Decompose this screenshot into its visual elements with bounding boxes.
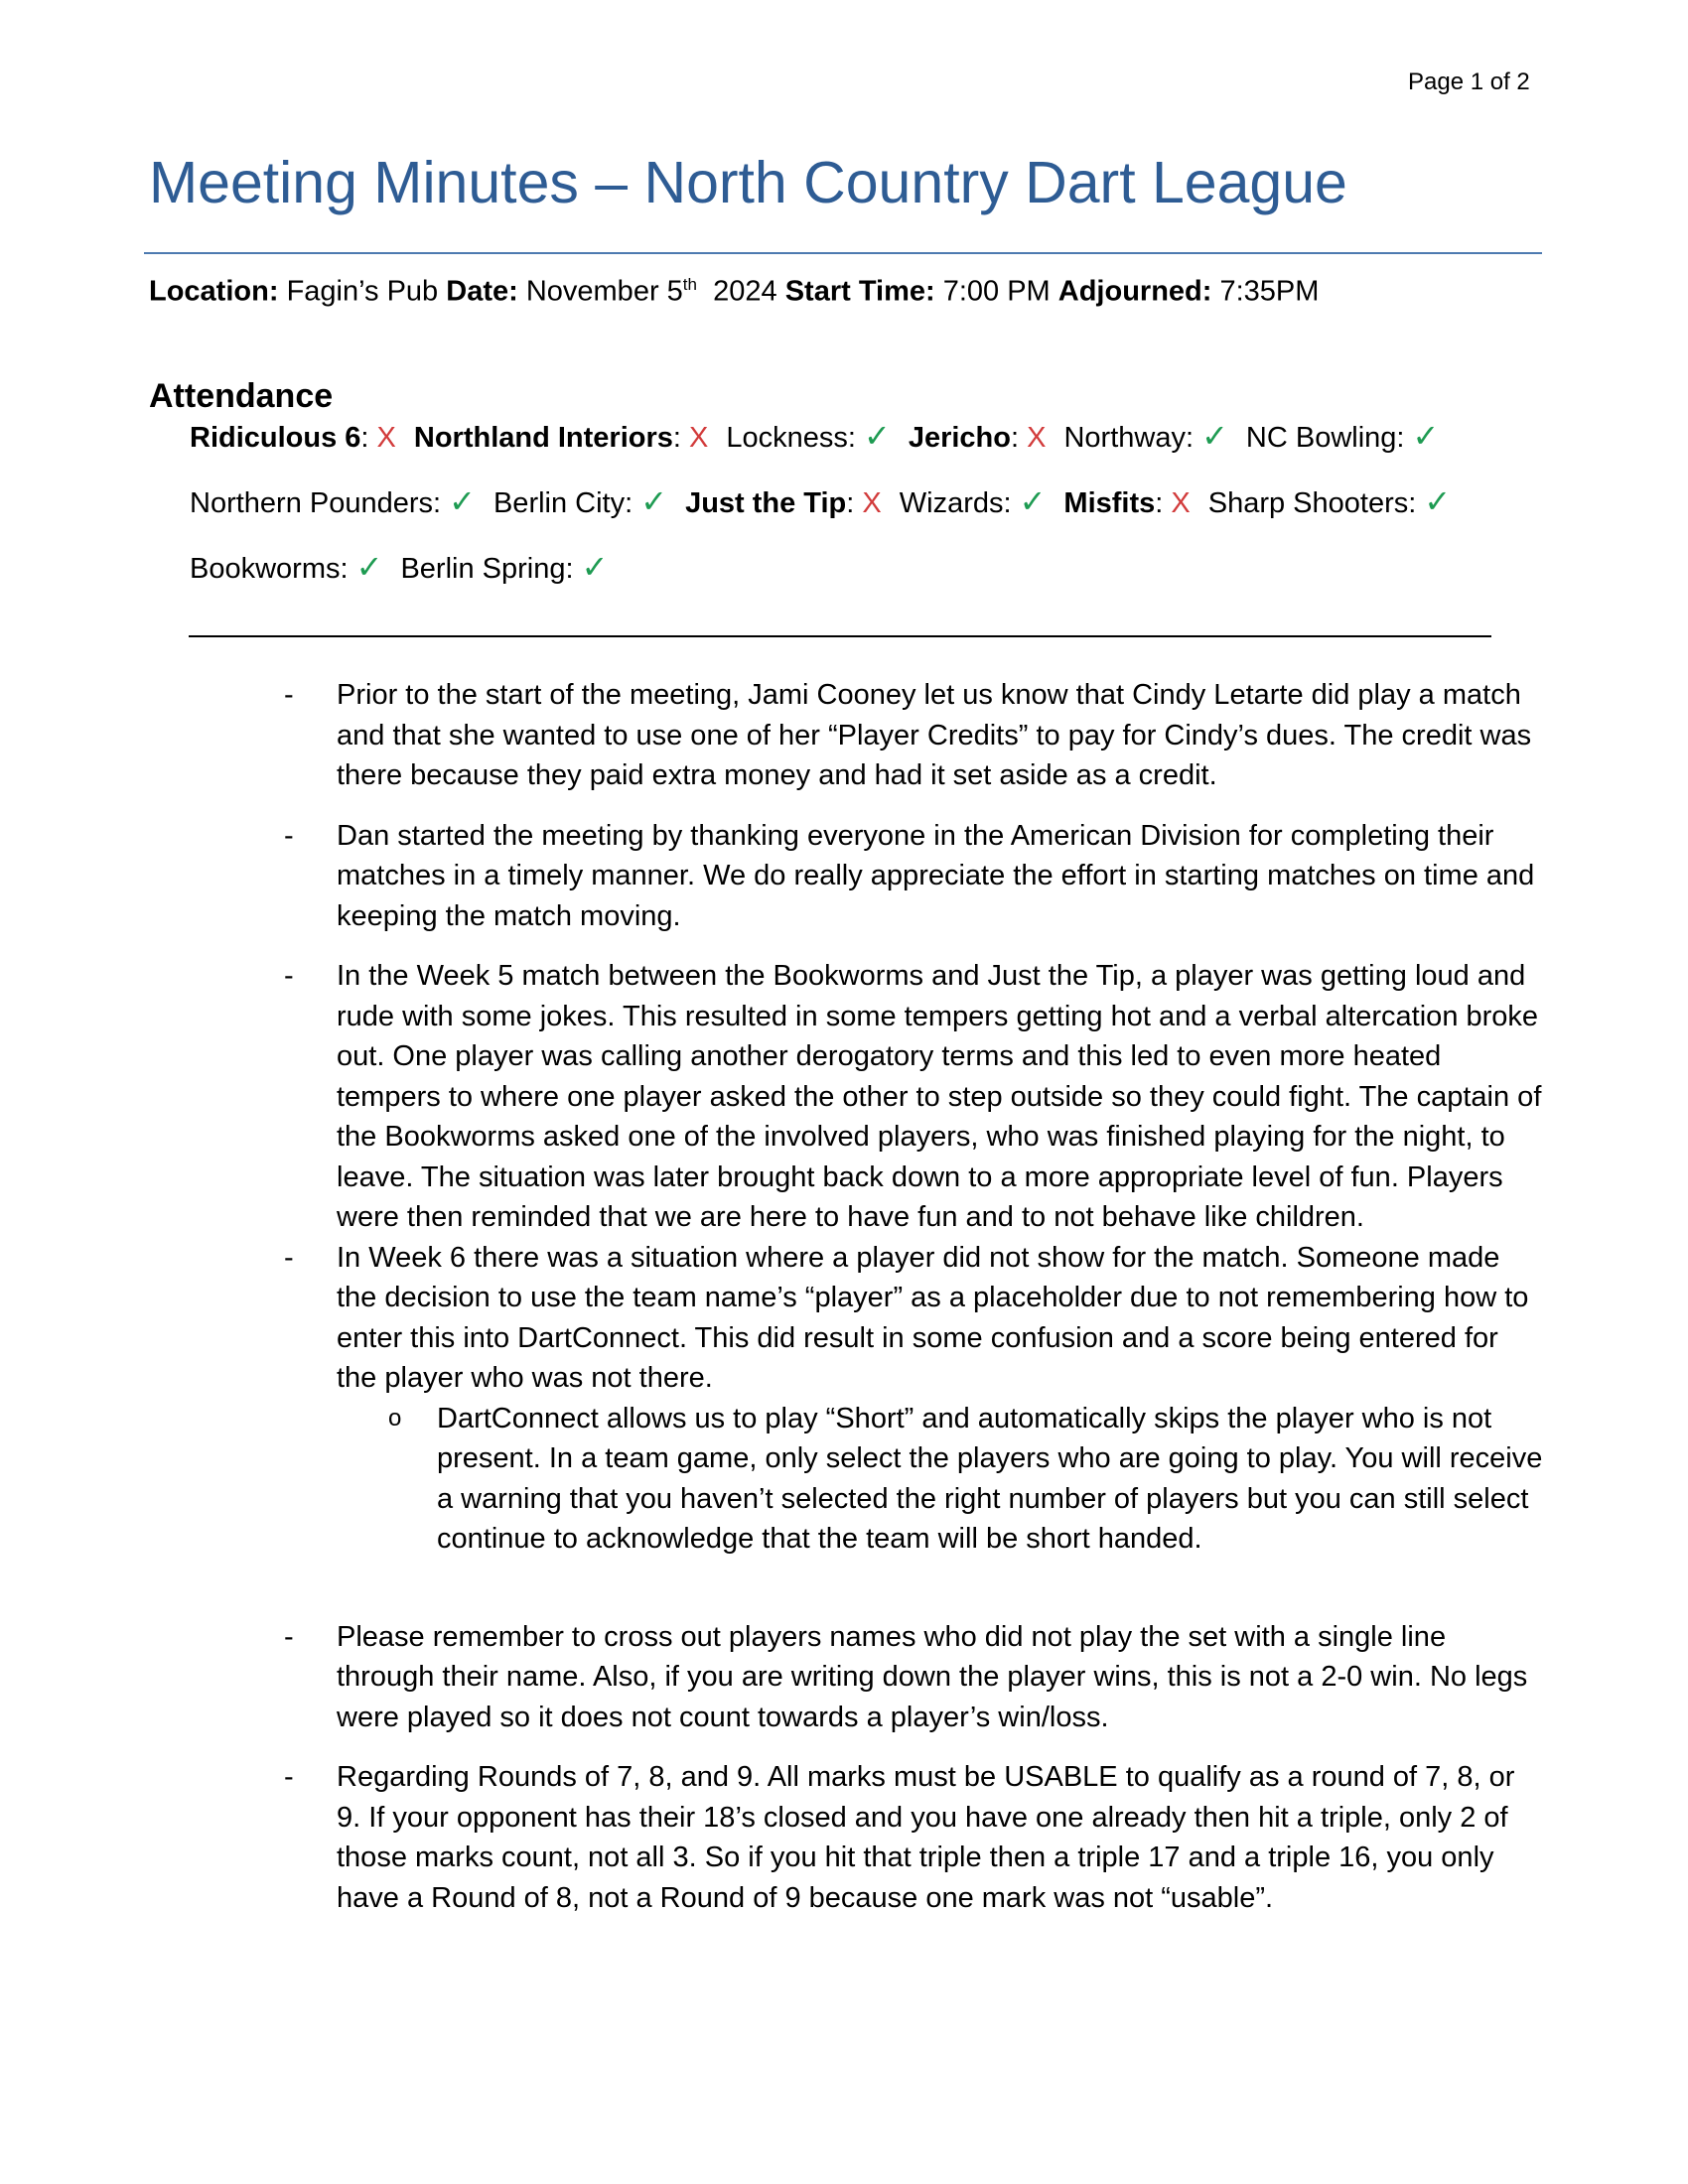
adjourned-value: 7:35PM <box>1219 275 1320 308</box>
bullet-text: Please remember to cross out players names who did not play the set with a single line through their name. Also, if you are writing down the player wins, this is not a 2-0 win. No legs were played so it does not count towards a player’s win/loss. <box>337 1620 1528 1733</box>
list-item <box>284 1757 1545 1918</box>
attendance-team: Northway: ✓ <box>1063 418 1228 454</box>
team-name: Northern Pounders <box>190 487 434 519</box>
document-title: Meeting Minutes – North Country Dart League <box>149 150 1347 215</box>
start-time-value: 7:00 PM <box>942 275 1051 308</box>
present-check-icon: ✓ <box>640 483 668 519</box>
absent-x-icon: X <box>689 422 709 454</box>
attendance-team: Just the Tip: X <box>685 487 882 519</box>
team-name: Sharp Shooters <box>1207 487 1409 519</box>
bullet-text: In Week 6 there was a situation where a player did not show for the match. Someone made the decision to use the team name’s “player” as a placeholder due to not remembering how to enter this into DartConnect. This did result in some confusion and a score being entered for the player who was not there. <box>337 1241 1529 1394</box>
present-check-icon: ✓ <box>449 483 476 519</box>
attendance-heading: Attendance <box>149 377 334 415</box>
bullet-text: In the Week 5 match between the Bookworms and Just the Tip, a player was getting loud and rude with some jokes. This resulted in some tempers getting hot and a verbal altercation broke out. One player was calling another derogatory terms and this led to even more heated tempers to where one player asked the other to step outside so they could fight. The captain of the Bookworms asked one of the involved players, who was finished playing for the night, to leave. The situation was later brought back down to a more appropriate level of fun. Players were then reminded that we are here to have fun and to not behave like children. <box>337 960 1542 1233</box>
team-name: NC Bowling <box>1245 422 1397 454</box>
present-check-icon: ✓ <box>1424 483 1452 519</box>
present-check-icon: ✓ <box>581 549 609 585</box>
team-name: Misfits <box>1063 487 1156 519</box>
present-check-icon: ✓ <box>1019 483 1047 519</box>
present-check-icon: ✓ <box>355 549 383 585</box>
bullet-dash: - <box>284 1620 294 1653</box>
team-name: Lockness <box>726 422 848 454</box>
list-item <box>284 675 1545 796</box>
date-year: 2024 <box>713 275 777 308</box>
present-check-icon: ✓ <box>1412 418 1440 454</box>
bullet-dash: - <box>284 679 294 711</box>
absent-x-icon: X <box>376 422 396 454</box>
sub-bullet-text: DartConnect allows us to play “Short” and automatically skips the player who is not present. In a team game, only select the players who are going to play. You will receive a warning that you haven’t selected the right number of players but you can still select continue to acknowledge that the team will be short handed. <box>437 1402 1543 1555</box>
bullet-text: Regarding Rounds of 7, 8, and 9. All marks must be USABLE to qualify as a round of 7, 8, or 9. If your opponent has their 18’s closed and you have one already then hit a triple, only 2 of those marks count, not all 3. So if you hit that triple then a triple 17 and a triple 16, you only have a Round of 8, not a Round of 9 because one mark was not “usable”. <box>337 1761 1515 1914</box>
location-value: Fagin’s Pub <box>286 275 439 308</box>
absent-x-icon: X <box>1027 422 1047 454</box>
list-item <box>284 956 1545 1238</box>
team-name: Jericho <box>908 422 1011 454</box>
bullet-dash: - <box>284 1241 294 1274</box>
bullet-dash: - <box>284 1761 294 1793</box>
sub-bullet-marker: o <box>388 1404 402 1432</box>
date-ordinal: th <box>682 275 697 294</box>
bullet-dash: - <box>284 819 294 852</box>
team-name: Berlin City <box>492 487 626 519</box>
list-item <box>284 1617 1545 1738</box>
attendance-team: Berlin Spring: ✓ <box>400 549 609 585</box>
present-check-icon: ✓ <box>1201 418 1228 454</box>
date-label: Date: <box>446 275 518 308</box>
list-item <box>284 816 1545 937</box>
start-time-label: Start Time: <box>784 275 935 308</box>
adjourned-label: Adjourned: <box>1057 275 1212 308</box>
attendance-team: Jericho: X <box>908 422 1047 454</box>
date-value: November 5 <box>525 275 683 308</box>
meeting-details <box>149 275 1319 309</box>
absent-x-icon: X <box>1171 487 1191 519</box>
team-name: Just the Tip <box>685 487 847 519</box>
team-name: Ridiculous 6 <box>190 422 361 454</box>
attendance-team: Misfits: X <box>1063 487 1191 519</box>
present-check-icon: ✓ <box>864 418 891 454</box>
attendance-team: Bookworms: ✓ <box>190 549 383 585</box>
list-item <box>284 1238 1545 1560</box>
team-name: Northway <box>1063 422 1186 454</box>
bullet-text: Dan started the meeting by thanking everyone in the American Division for completing their matches in a timely manner. We do really appreciate the effort in starting matches on time and keeping the match moving. <box>337 819 1535 932</box>
absent-x-icon: X <box>862 487 882 519</box>
sub-list-item <box>284 1399 1545 1560</box>
attendance-team: Northland Interiors: X <box>413 422 709 454</box>
team-name: Northland Interiors <box>413 422 673 454</box>
attendance-team: Ridiculous 6: X <box>190 422 396 454</box>
page-number: Page 1 of 2 <box>1408 68 1530 95</box>
title-divider <box>144 252 1542 254</box>
attendance-team: Wizards: ✓ <box>899 483 1047 519</box>
attendance-divider <box>189 635 1491 637</box>
attendance-team: NC Bowling: ✓ <box>1245 418 1440 454</box>
minutes-list <box>284 675 1545 1938</box>
team-name: Berlin Spring <box>400 553 566 585</box>
location-label: Location: <box>149 275 279 308</box>
attendance-row-2 <box>190 482 1469 520</box>
attendance-team: Berlin City: ✓ <box>492 483 668 519</box>
bullet-text: Prior to the start of the meeting, Jami Cooney let us know that Cindy Letarte did play a match and that she wanted to use one of her “Player Credits” to pay for Cindy’s dues. The credit was there because they paid extra money and had it set aside as a credit. <box>337 679 1532 791</box>
attendance-team: Lockness: ✓ <box>726 418 891 454</box>
bullet-dash: - <box>284 960 294 992</box>
attendance-row-1 <box>190 417 1457 455</box>
team-name: Wizards <box>899 487 1004 519</box>
attendance-team: Sharp Shooters: ✓ <box>1207 483 1452 519</box>
team-name: Bookworms <box>190 553 341 585</box>
attendance-row-3 <box>190 548 626 586</box>
attendance-team: Northern Pounders: ✓ <box>190 483 476 519</box>
